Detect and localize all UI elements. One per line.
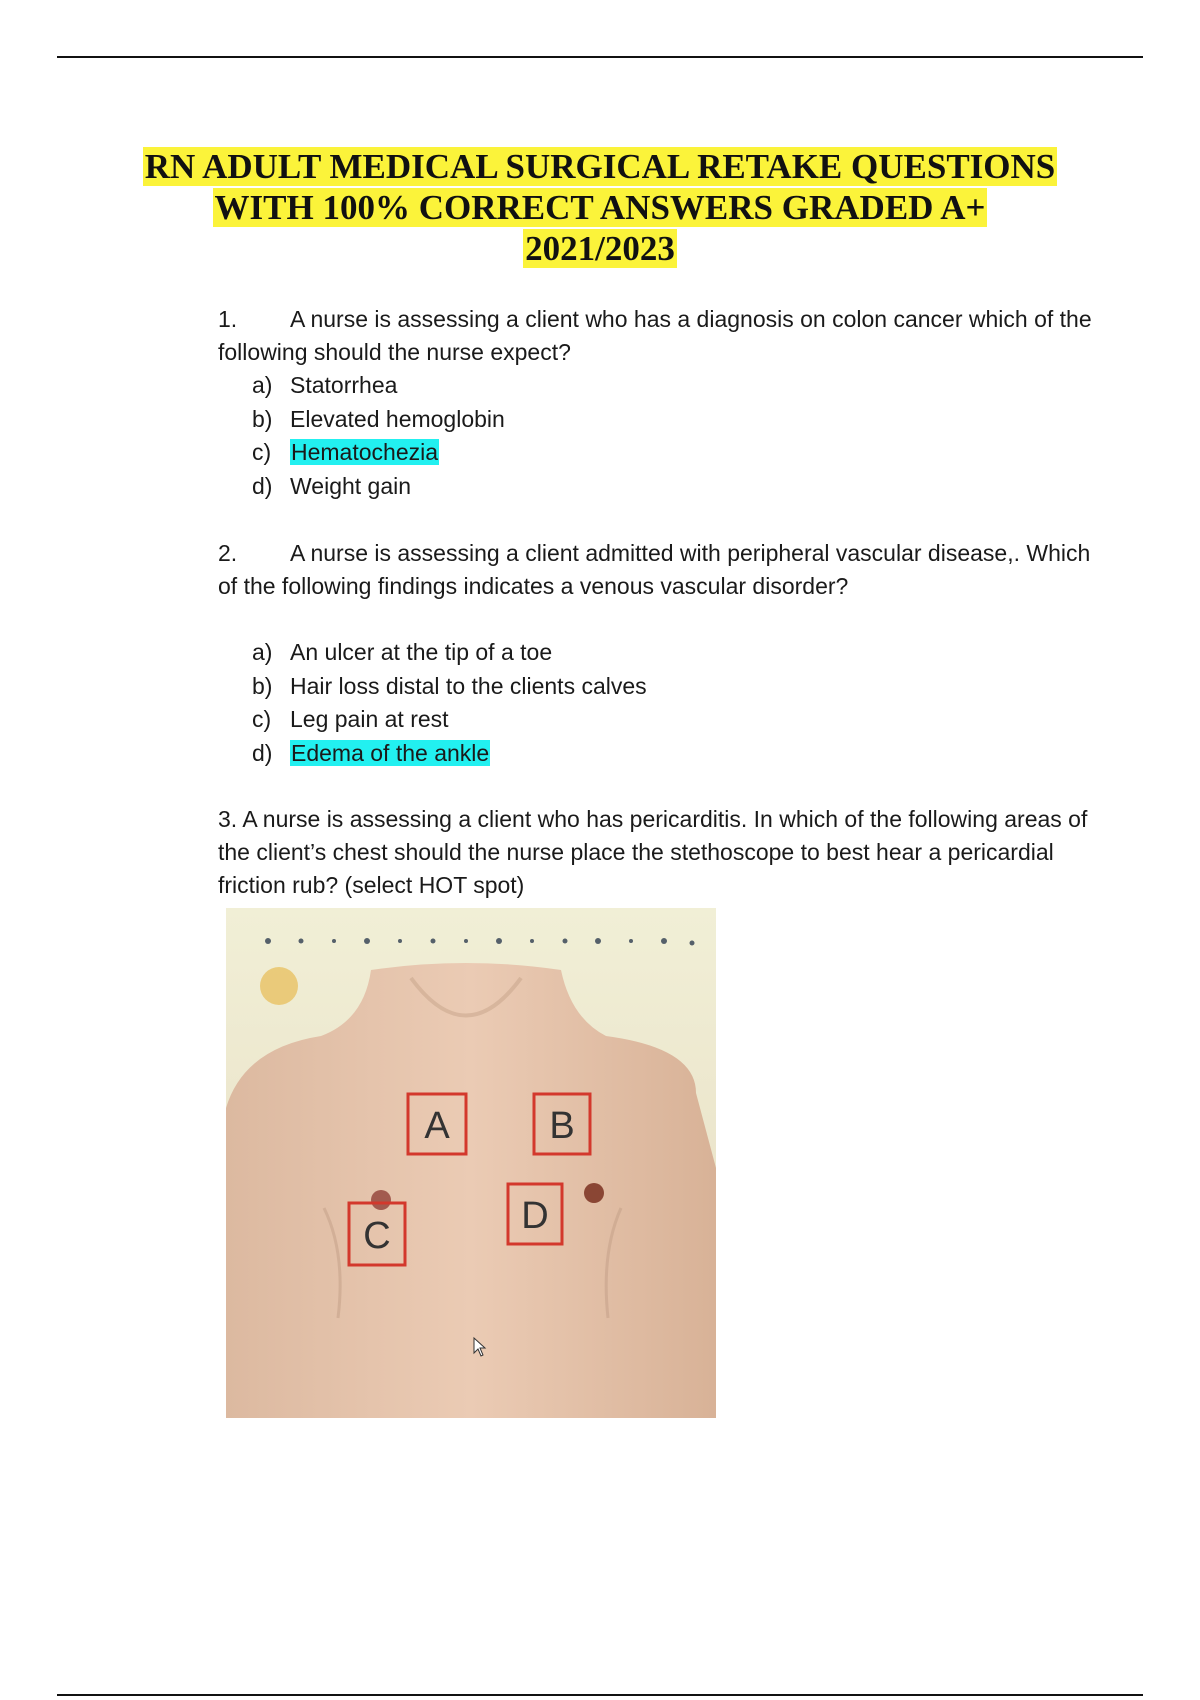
question-1-options: [252, 369, 505, 503]
option-letter: d): [252, 472, 273, 499]
hotspot-label: D: [521, 1195, 549, 1237]
title-line-1: RN ADULT MEDICAL SURGICAL RETAKE QUESTIONS: [144, 147, 1056, 186]
option[interactable]: [252, 703, 647, 737]
bottom-rule: [57, 1694, 1143, 1696]
option[interactable]: [252, 436, 505, 470]
option-letter: c): [252, 439, 272, 465]
question-text: A nurse is assessing a client who has a diagnosis on colon cancer which of the following should the nurse expect?: [218, 306, 1092, 365]
option-letter: a): [252, 639, 273, 665]
option-text: Weight gain: [290, 472, 412, 499]
question-2: [218, 537, 1098, 603]
option-letter: b): [252, 672, 273, 699]
top-rule: [57, 56, 1143, 58]
option-letter: c): [252, 706, 272, 732]
question-text: A nurse is assessing a client who has pericarditis. In which of the following areas of the client’s chest should the nurse place the stethoscope to best hear a pericardial friction rub? (select HOT spot): [218, 806, 1088, 898]
option[interactable]: [252, 369, 505, 403]
option[interactable]: [252, 470, 505, 504]
question-number: 3.: [218, 806, 238, 832]
correct-answer-highlight: Edema of the ankle: [291, 739, 490, 766]
option-letter: b): [252, 405, 273, 432]
chest-hotspot-image: [226, 908, 716, 1418]
option[interactable]: [252, 670, 647, 704]
hotspot-label: C: [363, 1215, 391, 1257]
chest-illustration: [226, 908, 716, 1418]
option[interactable]: [252, 403, 505, 437]
option-text: Leg pain at rest: [290, 706, 449, 732]
hotspot-label: B: [549, 1105, 575, 1147]
title-line-2: WITH 100% CORRECT ANSWERS GRADED A+: [214, 188, 986, 227]
yellow-sticker: [260, 967, 298, 1005]
title-line-3: 2021/2023: [525, 229, 675, 268]
option-text: Hair loss distal to the clients calves: [290, 672, 647, 699]
option[interactable]: [252, 737, 647, 771]
question-number: 1.: [218, 306, 238, 332]
hotspot-label: A: [424, 1105, 450, 1147]
correct-answer-highlight: Hematochezia: [291, 439, 439, 465]
option-text: Elevated hemoglobin: [290, 405, 505, 432]
nipple-left: [584, 1183, 604, 1203]
option-letter: d): [252, 739, 273, 766]
question-text: A nurse is assessing a client admitted with peripheral vascular disease,. Which of the following findings indicates a venous vascular disorder?: [218, 540, 1091, 599]
option-text: Statorrhea: [290, 372, 398, 398]
nipple-right: [371, 1190, 391, 1210]
question-2-options: [252, 636, 647, 770]
question-3: [218, 803, 1098, 902]
document-title: [60, 146, 1140, 269]
option-letter: a): [252, 372, 273, 398]
option-text: An ulcer at the tip of a toe: [290, 639, 553, 665]
question-number: 2.: [218, 540, 238, 566]
question-1: [218, 303, 1098, 369]
option[interactable]: [252, 636, 647, 670]
